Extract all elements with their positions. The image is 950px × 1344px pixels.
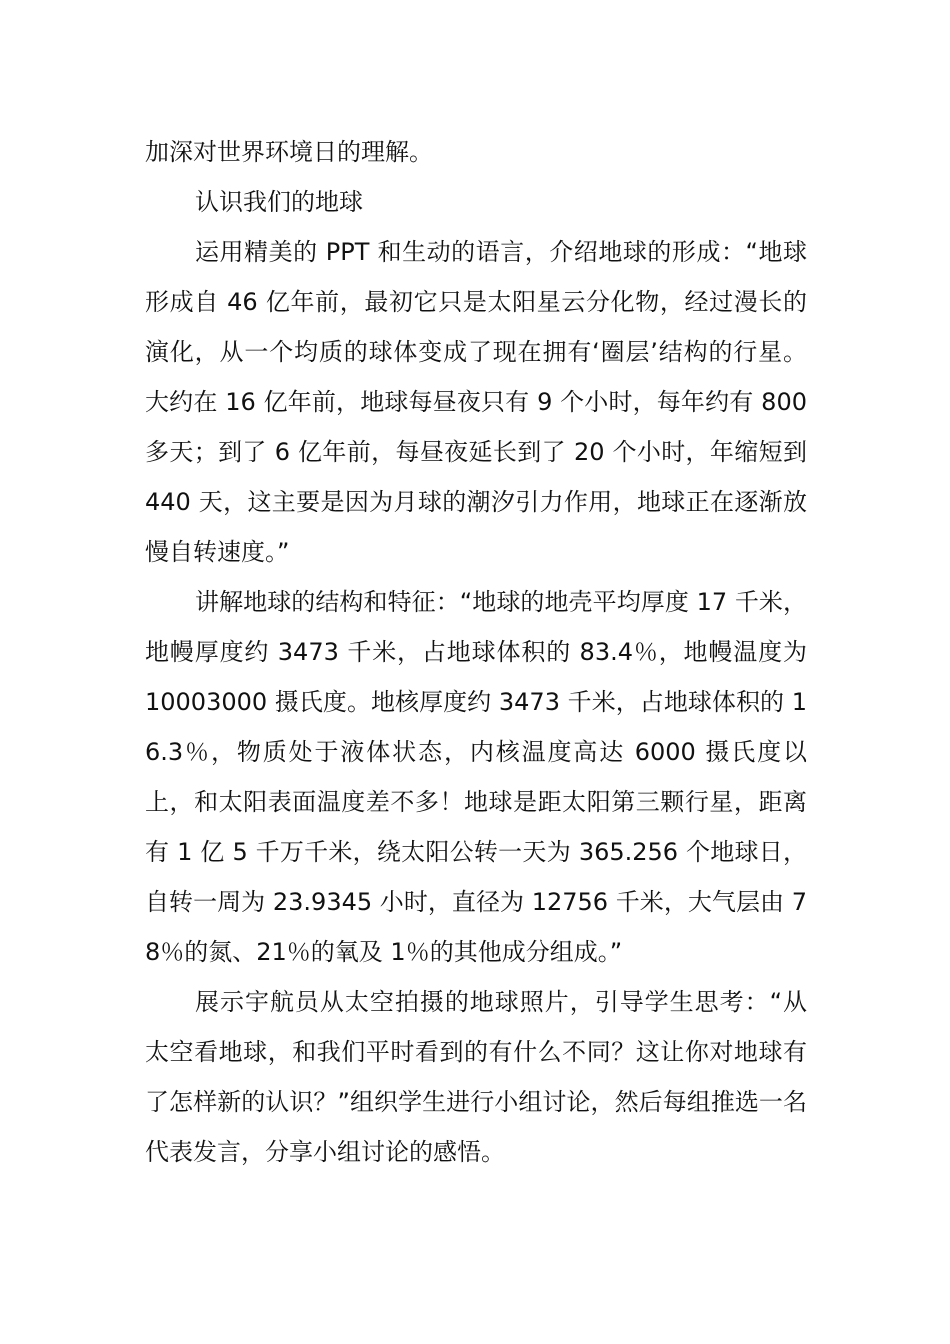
document-body <box>145 127 807 1177</box>
paragraph-continuation: 加深对世界环境日的理解。 <box>145 138 433 166</box>
paragraph-space-photo: 展示宇航员从太空拍摄的地球照片，引导学生思考：“从太空看地球，和我们平时看到的有什么不同？这让你对地球有了怎样新的认识？”组织学生进行小组讨论，然后每组推选一名代表发言，分享小组讨论的感悟。 <box>145 988 807 1166</box>
section-heading: 认识我们的地球 <box>195 188 363 216</box>
paragraph-earth-structure: 讲解地球的结构和特征：“地球的地壳平均厚度 17 千米，地幔厚度约 3473 千米，占地球体积的 83.4％，地幔温度为 10003000 摄氏度。地核厚度约 3473 千米，占地球体积的 16.3％，物质处于液体状态，内核温度高达 6000 摄氏度以上，和太阳表面温度差不多！地球是距太阳第三颗行星，距离有 1 亿 5 千万千米，绕太阳公转一天为 365.256 个地球日，自转一周为 23.9345 小时，直径为 12756 千米，大气层由 78％的氮、21％的氧及 1％的其他成分组成。” <box>145 588 807 966</box>
paragraph-earth-formation: 运用精美的 PPT 和生动的语言，介绍地球的形成：“地球形成自 46 亿年前，最初它只是太阳星云分化物，经过漫长的演化，从一个均质的球体变成了现在拥有‘圈层’结构的行星。大约在 16 亿年前，地球每昼夜只有 9 个小时，每年约有 800 多天；到了 6 亿年前，每昼夜延长到了 20 个小时，年缩短到 440 天，这主要是因为月球的潮汐引力作用，地球正在逐渐放慢自转速度。” <box>145 238 807 566</box>
